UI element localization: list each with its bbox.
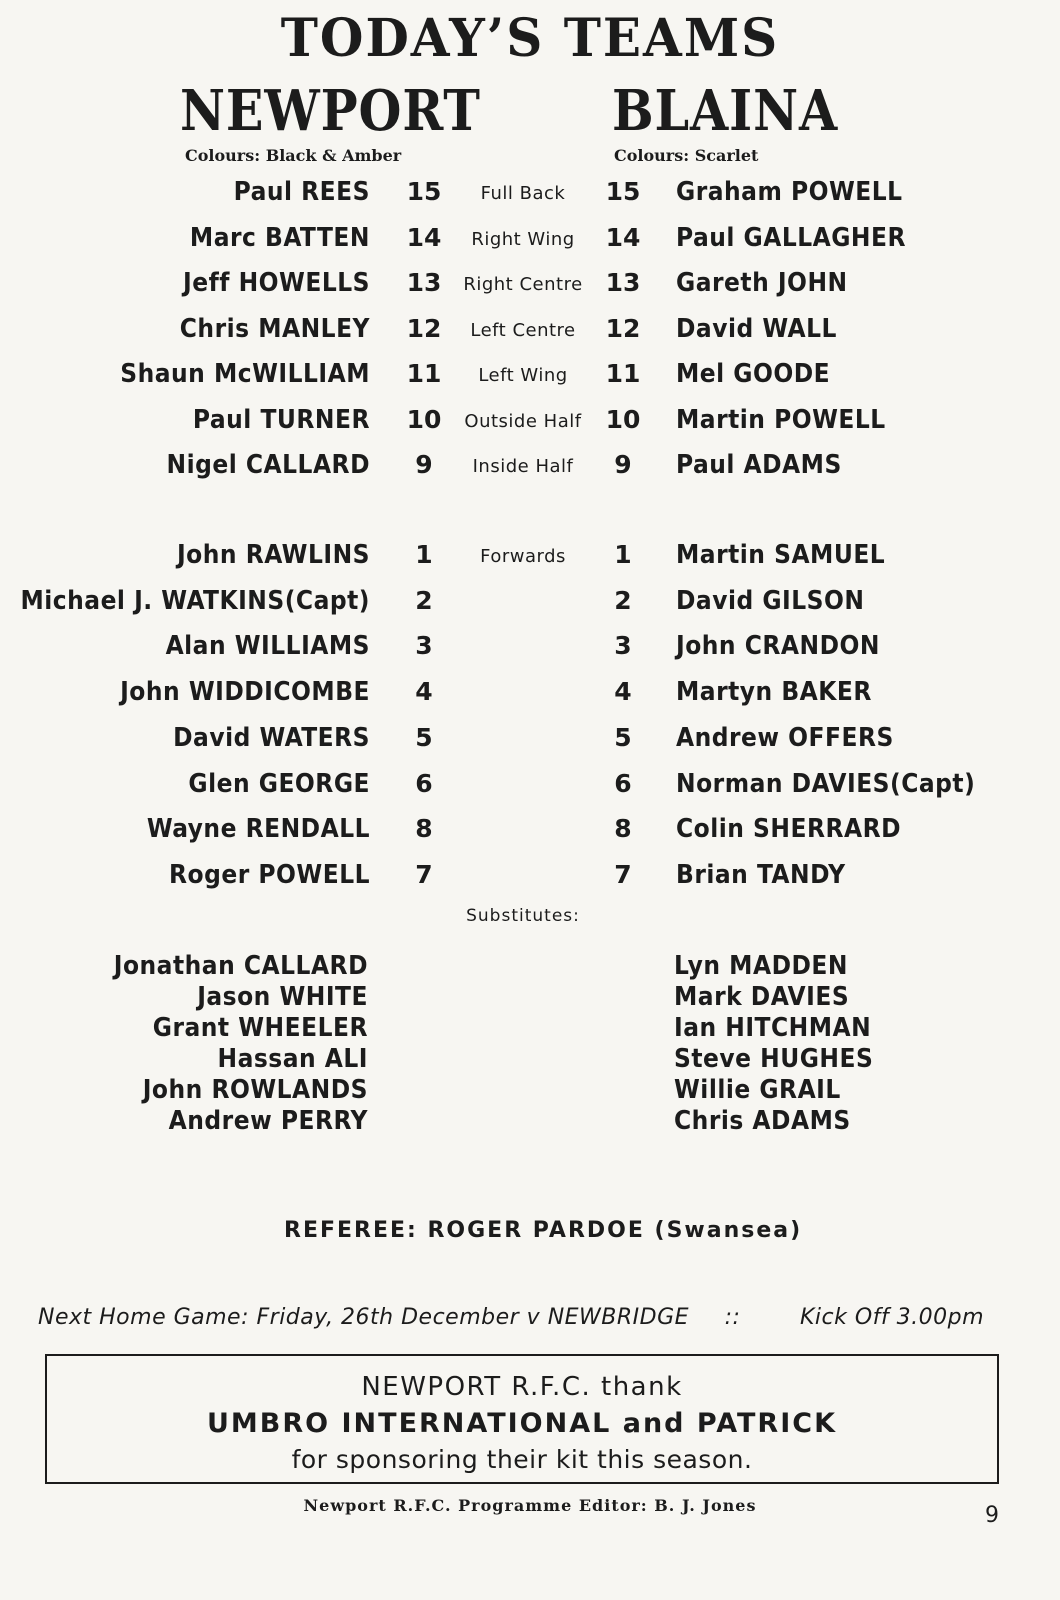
home-player-name: Wayne RENDALL bbox=[146, 814, 370, 845]
forwards-row bbox=[0, 586, 1060, 632]
away-substitute: Steve HUGHES bbox=[674, 1044, 874, 1074]
home-substitute: Jonathan CALLARD bbox=[113, 951, 368, 981]
home-colours: Colours: Black & Amber bbox=[185, 146, 402, 165]
page-number: 9 bbox=[985, 1503, 999, 1528]
home-player-name: Nigel CALLARD bbox=[166, 450, 370, 480]
forwards-row bbox=[0, 677, 1060, 723]
backs-row bbox=[0, 359, 1060, 405]
separator: :: bbox=[724, 1305, 741, 1330]
away-substitute: Chris ADAMS bbox=[674, 1106, 851, 1136]
home-substitute: Grant WHEELER bbox=[152, 1013, 368, 1043]
home-player-name: John RAWLINS bbox=[176, 540, 370, 570]
home-player-number: 10 bbox=[406, 404, 442, 434]
away-substitute: Lyn MADDEN bbox=[674, 951, 848, 981]
home-player-number: 7 bbox=[415, 859, 433, 889]
home-player-number: 5 bbox=[415, 722, 433, 752]
home-player-number: 11 bbox=[406, 359, 442, 388]
away-player-name: Mel GOODE bbox=[676, 359, 831, 389]
away-substitute: Mark DAVIES bbox=[674, 982, 850, 1012]
away-player-name: Colin SHERRARD bbox=[676, 814, 902, 845]
home-substitute: Jason WHITE bbox=[197, 982, 368, 1012]
position-label: Right Wing bbox=[471, 228, 575, 250]
home-player-number: 1 bbox=[415, 540, 433, 569]
away-player-name: Norman DAVIES(Capt) bbox=[676, 768, 976, 799]
backs-row bbox=[0, 450, 1060, 496]
away-player-number: 7 bbox=[614, 859, 632, 889]
sponsor-box bbox=[45, 1354, 999, 1484]
away-player-name: Martyn BAKER bbox=[676, 677, 872, 708]
position-label: Left Wing bbox=[478, 365, 568, 386]
forwards-row bbox=[0, 631, 1060, 677]
home-substitute: John ROWLANDS bbox=[142, 1075, 368, 1105]
away-player-name: Paul ADAMS bbox=[676, 450, 842, 480]
backs-row bbox=[0, 177, 1060, 223]
away-player-name: Gareth JOHN bbox=[676, 268, 848, 298]
forwards-row bbox=[0, 860, 1060, 906]
away-player-name: Brian TANDY bbox=[676, 859, 846, 890]
away-player-number: 1 bbox=[614, 540, 632, 569]
page-title: TODAY’S TEAMS bbox=[280, 6, 780, 69]
away-player-number: 12 bbox=[605, 313, 641, 343]
home-player-name: David WATERS bbox=[173, 722, 370, 753]
away-player-name: Andrew OFFERS bbox=[676, 722, 894, 753]
away-player-number: 9 bbox=[614, 450, 632, 479]
away-player-name: David GILSON bbox=[676, 585, 865, 616]
forwards-row bbox=[0, 814, 1060, 860]
sponsor-line-1: NEWPORT R.F.C. thank bbox=[361, 1372, 683, 1402]
home-player-name: Shaun McWILLIAM bbox=[120, 359, 370, 389]
position-label: Outside Half bbox=[464, 410, 582, 432]
backs-row bbox=[0, 314, 1060, 360]
away-player-name: John CRANDON bbox=[676, 631, 880, 662]
away-player-name: Paul GALLAGHER bbox=[676, 222, 907, 253]
away-player-number: 3 bbox=[614, 631, 632, 661]
away-player-number: 6 bbox=[614, 768, 632, 798]
backs-row bbox=[0, 223, 1060, 269]
home-player-name: Michael J. WATKINS(Capt) bbox=[20, 585, 370, 616]
referee: REFEREE: ROGER PARDOE (Swansea) bbox=[284, 1218, 803, 1243]
away-player-name: David WALL bbox=[676, 313, 837, 344]
away-substitute: Willie GRAIL bbox=[674, 1075, 841, 1105]
home-player-name: Alan WILLIAMS bbox=[165, 631, 370, 662]
programme-editor: Newport R.F.C. Programme Editor: B. J. Jones bbox=[303, 1496, 757, 1515]
home-player-number: 12 bbox=[406, 313, 442, 343]
home-player-name: Jeff HOWELLS bbox=[183, 268, 370, 298]
away-player-number: 8 bbox=[614, 814, 632, 844]
away-substitute: Ian HITCHMAN bbox=[674, 1013, 872, 1043]
away-player-number: 10 bbox=[605, 404, 641, 434]
home-player-number: 15 bbox=[406, 177, 442, 206]
away-player-name: Martin SAMUEL bbox=[676, 540, 886, 570]
away-player-number: 4 bbox=[614, 677, 632, 707]
kick-off-time: Kick Off 3.00pm bbox=[800, 1305, 985, 1330]
home-substitutes bbox=[114, 951, 368, 1137]
away-player-number: 11 bbox=[605, 359, 641, 388]
position-label: Inside Half bbox=[472, 456, 574, 477]
next-game-text: Next Home Game: Friday, 26th December v NEWBRIDGE bbox=[38, 1305, 690, 1330]
position-label: Left Centre bbox=[470, 319, 576, 341]
home-team-name: NEWPORT bbox=[180, 78, 481, 144]
next-home-game bbox=[38, 1305, 740, 1330]
home-player-name: Paul REES bbox=[233, 177, 370, 207]
sponsor-line-3: for sponsoring their kit this season. bbox=[291, 1445, 753, 1474]
home-player-number: 4 bbox=[415, 677, 433, 707]
backs-row bbox=[0, 268, 1060, 314]
away-player-number: 5 bbox=[614, 722, 632, 752]
home-player-name: Roger POWELL bbox=[169, 859, 370, 890]
forwards-row bbox=[0, 540, 1060, 586]
sponsor-line-2: UMBRO INTERNATIONAL and PATRICK bbox=[207, 1408, 837, 1439]
forwards-row bbox=[0, 769, 1060, 815]
away-player-name: Graham POWELL bbox=[676, 177, 903, 207]
home-substitute: Andrew PERRY bbox=[168, 1106, 368, 1136]
home-substitute: Hassan ALI bbox=[217, 1044, 368, 1074]
substitutes-label: Substitutes: bbox=[466, 906, 580, 926]
home-player-number: 6 bbox=[415, 768, 433, 798]
home-player-name: Glen GEORGE bbox=[188, 768, 370, 799]
home-player-number: 8 bbox=[415, 814, 433, 844]
home-player-number: 14 bbox=[406, 222, 442, 252]
home-player-name: Paul TURNER bbox=[192, 404, 370, 435]
away-player-name: Martin POWELL bbox=[676, 404, 886, 435]
home-player-number: 13 bbox=[406, 268, 442, 297]
position-label: Right Centre bbox=[463, 274, 583, 295]
away-player-number: 15 bbox=[605, 177, 641, 206]
home-player-number: 3 bbox=[415, 631, 433, 661]
forwards-row bbox=[0, 723, 1060, 769]
away-team-name: BLAINA bbox=[612, 78, 839, 144]
away-player-number: 14 bbox=[605, 222, 641, 252]
position-label: Full Back bbox=[480, 183, 566, 204]
away-player-number: 2 bbox=[614, 585, 632, 615]
home-player-name: Chris MANLEY bbox=[179, 313, 370, 344]
home-player-number: 2 bbox=[415, 585, 433, 615]
away-colours: Colours: Scarlet bbox=[614, 146, 759, 165]
backs-row bbox=[0, 405, 1060, 451]
forwards-label: Forwards bbox=[480, 546, 566, 567]
home-player-number: 9 bbox=[415, 450, 433, 479]
home-player-name: John WIDDICOMBE bbox=[120, 677, 370, 708]
away-substitutes bbox=[674, 951, 873, 1137]
away-player-number: 13 bbox=[605, 268, 641, 297]
home-player-name: Marc BATTEN bbox=[189, 222, 370, 253]
